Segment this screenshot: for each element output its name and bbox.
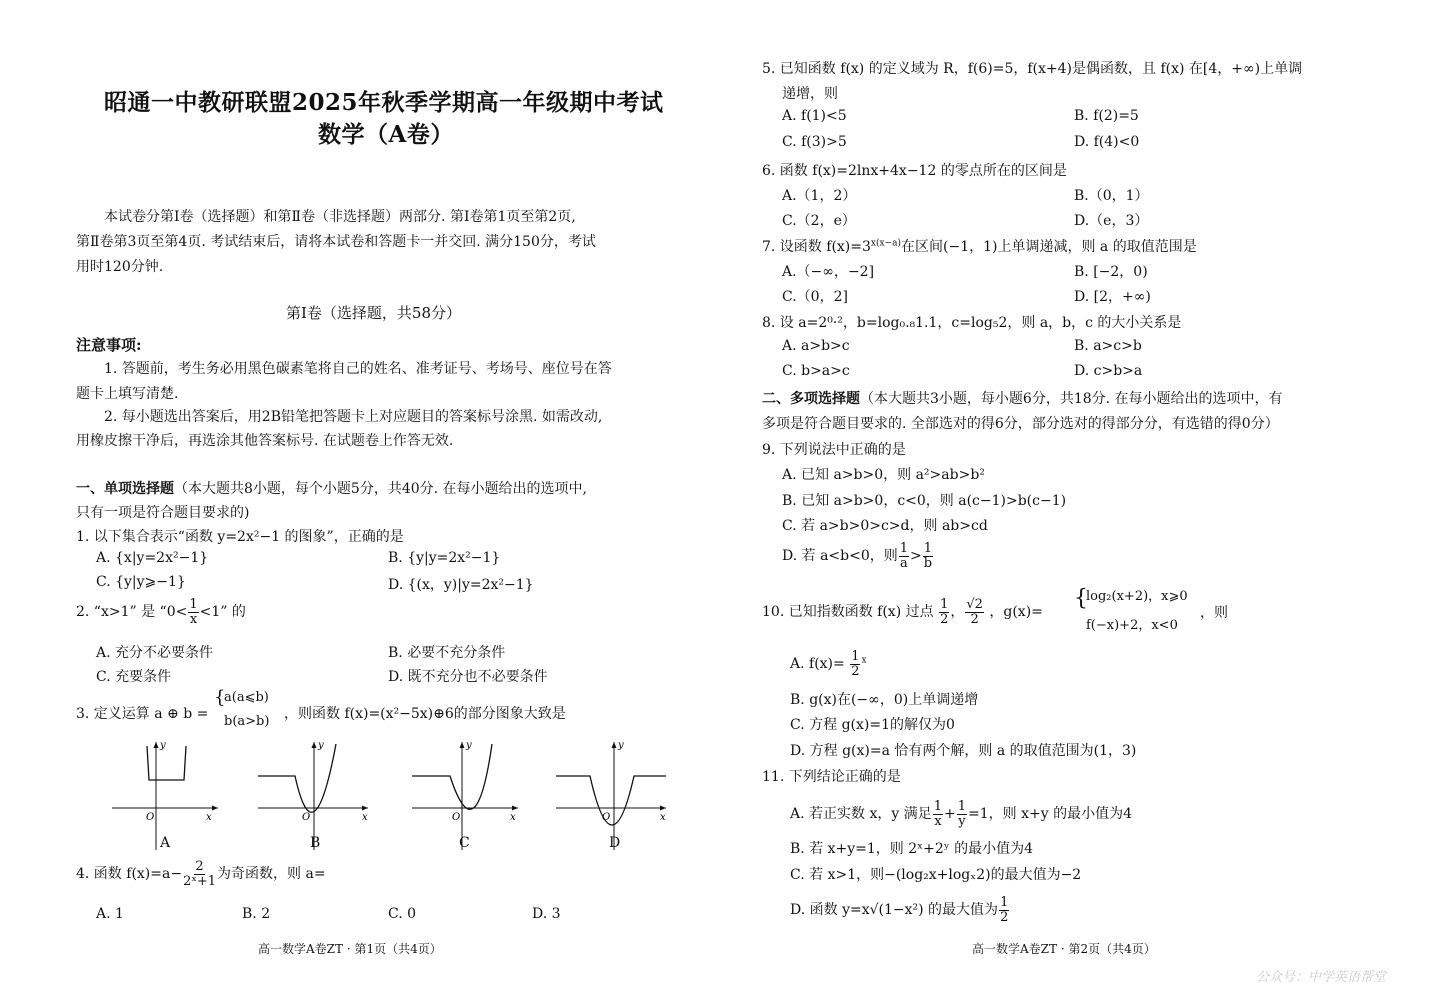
exam-title: 昭通一中教研联盟2025年秋季学期高一年级期中考试 — [104, 89, 664, 116]
notice-line-1: 1. 答题前，考生务必用黑色碳素笔将自己的姓名、准考证号、考场号、座位号在答 — [104, 361, 612, 377]
q8-option-d: D. c>b>a — [1074, 363, 1143, 379]
q2-fraction — [188, 598, 198, 626]
q11-d-frac — [999, 896, 1009, 924]
q10-a-pre: A. f(x)= — [790, 656, 845, 673]
intro-line-3: 用时120分钟. — [76, 259, 164, 275]
q9-d-frac-2-den: b — [923, 555, 933, 571]
q2-option-a: A. 充分不必要条件 — [96, 645, 214, 661]
q9-d-gt: > — [910, 548, 922, 565]
section-header: 第Ⅰ卷（选择题，共58分） — [286, 304, 462, 322]
graph-b-y-label: y — [318, 740, 324, 751]
q6-option-c: C.（2，e） — [782, 213, 856, 229]
q4-stem-pre: 4. 函数 f(x)=a− — [76, 866, 183, 883]
q2-stem-pre: 2. “x>1” 是 “0< — [76, 604, 188, 621]
notice-line-2: 题卡上填写清楚. — [76, 386, 179, 402]
q10-point-x — [939, 598, 949, 626]
q2-stem — [76, 598, 246, 626]
q3-case-1: a(a⩽b) — [224, 690, 269, 705]
q1-option-a: A. {x|y=2x²−1} — [96, 550, 209, 566]
q10-option-b: B. g(x)在(−∞，0)上单调递增 — [790, 692, 979, 708]
q4-frac-den: 2ˣ+1 — [183, 873, 217, 889]
q2-stem-post: <1” 的 — [199, 604, 246, 621]
q7-option-b: B. [−2，0) — [1074, 264, 1148, 280]
q11-a-frac-2 — [957, 800, 967, 828]
q11-a-frac-2-den: y — [958, 813, 966, 829]
part1-desc-2: 只有一项是符合题目要求的) — [76, 505, 250, 521]
part1-desc: （本大题共8小题，每个小题5分，共40分. 在每小题给出的选项中, — [174, 481, 587, 497]
part1-heading — [76, 478, 587, 498]
graph-c-y-label: y — [466, 740, 472, 751]
q2-frac-num: 1 — [189, 597, 198, 612]
q10-stem-pre: 10. 已知指数函数 f(x) 过点 — [762, 604, 934, 621]
q11-a-frac-1 — [933, 800, 943, 828]
q2-frac-den: x — [189, 611, 198, 627]
q9-option-b: B. 已知 a>b>0，c<0，则 a(c−1)>b(c−1) — [782, 493, 1067, 509]
graph-b-origin: O — [302, 812, 311, 823]
q10-point-x-num: 1 — [940, 597, 949, 612]
q5-option-b: B. f(2)=5 — [1074, 108, 1139, 124]
q1-stem: 1. 以下集合表示“函数 y=2x²−1 的图象”，正确的是 — [76, 529, 404, 545]
q4-option-a: A. 1 — [96, 906, 124, 922]
q5-stem-2: 递增，则 — [782, 86, 838, 102]
graph-a — [112, 740, 218, 850]
q10-a-frac-den: 2 — [851, 663, 860, 679]
q11-a-frac-1-num: 1 — [933, 799, 942, 814]
q9-d-frac-2-num: 1 — [923, 541, 933, 556]
q3-brace: { — [214, 687, 226, 708]
q1-option-b: B. {y|y=2x²−1} — [388, 550, 501, 566]
graph-d-y-label: y — [618, 740, 624, 751]
graph-label-d: D — [609, 835, 621, 851]
part2-desc-2: 多项是符合题目要求的. 全部选对的得6分，部分选对的得部分分，有选错的得0分） — [762, 416, 1279, 432]
q7-stem-pre: 7. 设函数 f(x)=3 — [762, 239, 871, 255]
graph-b — [258, 740, 368, 850]
page-1-footer: 高一数学A卷ZT · 第1页（共4页） — [258, 942, 442, 956]
q4-option-b: B. 2 — [242, 906, 271, 922]
q10-a-frac-num: 1 — [851, 649, 860, 664]
q11-stem: 11. 下列结论正确的是 — [762, 769, 901, 785]
notice-title: 注意事项: — [76, 336, 142, 354]
q11-option-a — [790, 800, 1132, 828]
graph-c — [412, 740, 518, 850]
q11-a-frac-1-den: x — [934, 813, 942, 829]
q4-option-c: C. 0 — [388, 906, 417, 922]
q5-option-a: A. f(1)<5 — [782, 108, 847, 124]
notice-line-4: 用橡皮擦干净后，再选涂其他答案标号. 在试题卷上作答无效. — [76, 433, 454, 449]
q6-stem: 6. 函数 f(x)=2lnx+4x−12 的零点所在的区间是 — [762, 163, 1067, 179]
q7-option-a: A.（−∞，−2] — [782, 264, 875, 280]
q9-option-a: A. 已知 a>b>0，则 a²>ab>b² — [782, 467, 985, 483]
graph-d-origin: O — [602, 812, 611, 823]
q11-a-post: =1，则 x+y 的最小值为4 — [968, 806, 1132, 823]
q9-option-d — [782, 542, 934, 570]
part2-title: 二、多项选择题 — [762, 391, 860, 407]
q11-d-pre: D. 函数 y=x√(1−x²) 的最大值为 — [790, 902, 999, 919]
q10-point-x-den: 2 — [940, 611, 949, 627]
q10-a-frac — [850, 650, 860, 678]
q7-option-c: C.（0，2] — [782, 289, 848, 305]
q4-stem-post: 为奇函数，则 a= — [217, 866, 326, 883]
q8-stem: 8. 设 a=2⁰·²，b=log₀.₈1.1，c=log₅2，则 a，b，c 的大小关系是 — [762, 315, 1182, 331]
q1-option-d: D. {(x，y)|y=2x²−1} — [388, 577, 534, 593]
q11-option-c: C. 若 x>1，则−(log₂x+logₓ2)的最大值为−2 — [790, 867, 1082, 883]
q10-case-1: log₂(x+2)，x⩾0 — [1086, 589, 1188, 604]
graph-d-x-label: x — [660, 812, 666, 823]
q11-d-frac-num: 1 — [1000, 895, 1009, 910]
exam-subtitle: 数学（A卷） — [318, 121, 454, 148]
graph-c-x-label: x — [510, 812, 516, 823]
q9-d-frac-1-num: 1 — [899, 541, 909, 556]
q9-d-frac-1-den: a — [900, 555, 908, 571]
graph-d — [556, 740, 666, 850]
q7-exponent: x(x−a) — [870, 238, 901, 249]
graph-a-origin: O — [146, 812, 155, 823]
part1-title: 一、单项选择题 — [76, 481, 174, 497]
q11-a-frac-2-num: 1 — [957, 799, 967, 814]
q11-a-plus: + — [944, 806, 956, 823]
q10-option-d: D. 方程 g(x)=a 恰有两个解，则 a 的取值范围为(1，3) — [790, 743, 1137, 759]
q4-frac-num: 2 — [195, 859, 204, 874]
q2-option-b: B. 必要不充分条件 — [388, 645, 506, 661]
q4-option-d: D. 3 — [532, 906, 561, 922]
q11-option-d — [790, 896, 1010, 924]
q10-g-def: ，g(x)= — [989, 604, 1043, 621]
q5-stem-1: 5. 已知函数 f(x) 的定义域为 R，f(6)=5，f(x+4)是偶函数，且 f(x) 在[4，+∞)上单调 — [762, 61, 1303, 77]
q9-d-frac-2 — [923, 542, 933, 570]
q2-option-c: C. 充要条件 — [96, 669, 172, 685]
q10-case-2: f(−x)+2，x<0 — [1086, 618, 1178, 633]
part2-heading — [762, 388, 1283, 408]
q9-d-frac-1 — [899, 542, 909, 570]
watermark: 公众号：中学英语帮堂 — [1256, 970, 1387, 985]
q9-option-c: C. 若 a>b>0>c>d，则 ab>cd — [782, 518, 988, 534]
q6-option-b: B.（0，1） — [1074, 188, 1149, 204]
part2-desc: （本大题共3小题，每小题6分，共18分. 在每小题给出的选项中，有 — [860, 391, 1283, 407]
q9-stem: 9. 下列说法中正确的是 — [762, 442, 906, 458]
graph-label-a: A — [160, 835, 171, 851]
graph-a-y-label: y — [160, 740, 166, 751]
intro-line-1: 本试卷分第Ⅰ卷（选择题）和第Ⅱ卷（非选择题）两部分. 第Ⅰ卷第1页至第2页, — [104, 209, 576, 225]
q9-d-pre: D. 若 a<b<0，则 — [782, 548, 898, 565]
graph-label-c: C — [459, 835, 470, 851]
q3-case-2: b(a>b) — [224, 714, 270, 729]
q6-option-d: D.（e，3） — [1074, 213, 1149, 229]
q11-a-pre: A. 若正实数 x，y 满足 — [790, 806, 932, 823]
q3-stem-pre: 3. 定义运算 a ⊕ b = — [76, 706, 209, 722]
graph-a-x-label: x — [206, 812, 212, 823]
q5-option-d: D. f(4)<0 — [1074, 134, 1140, 150]
q8-option-a: A. a>b>c — [782, 338, 850, 354]
q4-fraction — [183, 860, 216, 888]
q10-point-y-den: 2 — [970, 611, 979, 627]
page-2-footer: 高一数学A卷ZT · 第2页（共4页） — [972, 942, 1156, 956]
q10-stem-post: ，则 — [1200, 605, 1228, 621]
q3-stem-post: ，则函数 f(x)=(x²−5x)⊕6的部分图象大致是 — [284, 706, 566, 722]
q8-option-b: B. a>c>b — [1074, 338, 1142, 354]
q5-option-c: C. f(3)>5 — [782, 134, 847, 150]
q10-comma: ， — [950, 604, 965, 621]
q10-option-c: C. 方程 g(x)=1的解仅为0 — [790, 717, 955, 733]
q10-point-y — [965, 598, 984, 626]
graph-label-b: B — [310, 835, 321, 851]
q6-option-a: A.（1，2） — [782, 188, 857, 204]
page-2 — [728, 0, 1456, 1002]
notice-line-3: 2. 每小题选出答案后，用2B铅笔把答题卡上对应题目的答案标号涂黑. 如需改动, — [104, 409, 603, 425]
q10-option-a — [790, 650, 867, 678]
graph-c-origin: O — [452, 812, 461, 823]
intro-line-2: 第Ⅱ卷第3页至第4页. 考试结束后，请将本试卷和答题卡一并交回. 满分150分，考试 — [76, 234, 596, 250]
q7-stem — [762, 236, 1197, 256]
q10-brace: { — [1074, 586, 1088, 611]
q10-a-exponent: x — [861, 655, 867, 666]
q7-option-d: D. [2，+∞) — [1074, 289, 1151, 305]
q10-point-y-num: √2 — [966, 597, 983, 612]
q2-option-d: D. 既不充分也不必要条件 — [388, 669, 548, 685]
q11-option-b: B. 若 x+y=1，则 2ˣ+2ʸ 的最小值为4 — [790, 841, 1034, 857]
q10-stem — [762, 598, 1043, 626]
q11-d-frac-den: 2 — [1000, 909, 1009, 925]
q7-stem-post: 在区间(−1，1)上单调递减，则 a 的取值范围是 — [901, 239, 1197, 255]
q4-stem — [76, 860, 326, 888]
q1-option-c: C. {y|y⩾−1} — [96, 574, 186, 590]
graph-b-x-label: x — [362, 812, 368, 823]
q8-option-c: C. b>a>c — [782, 363, 850, 379]
